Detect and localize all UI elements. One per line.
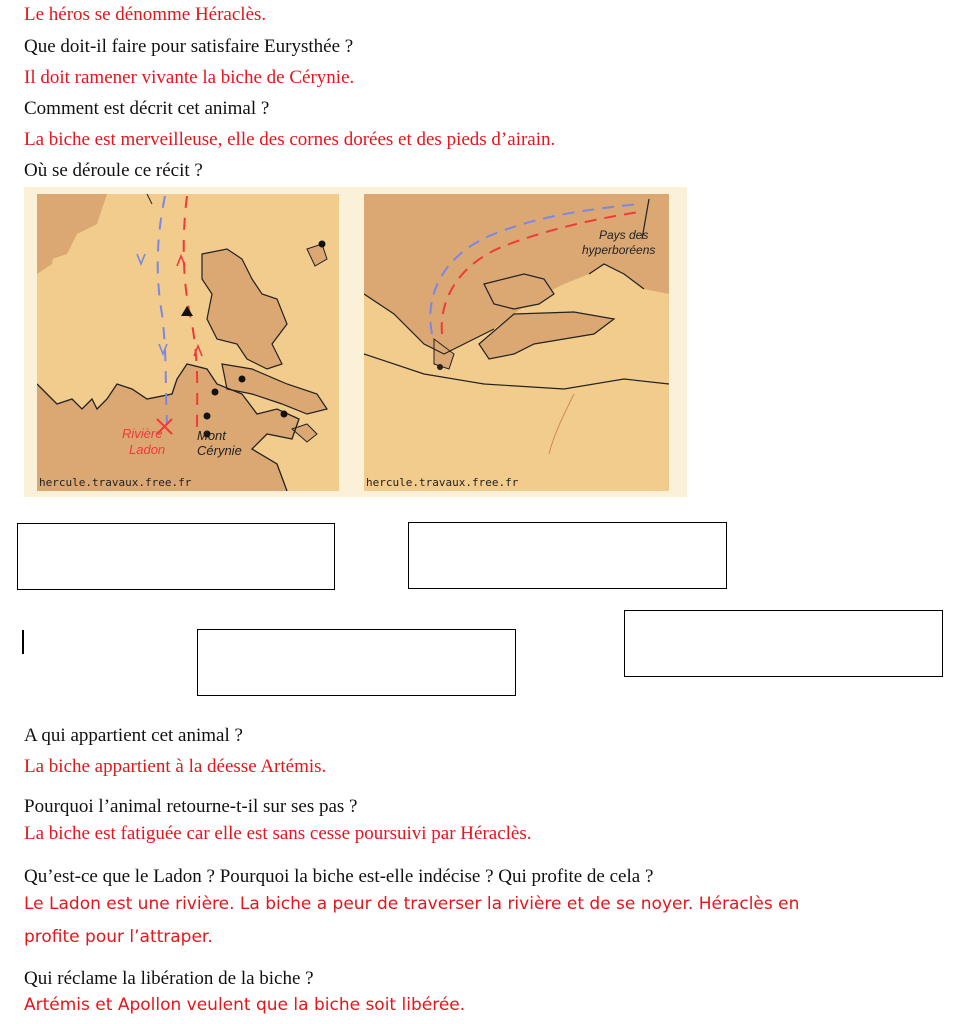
answer-box[interactable] [408,522,727,589]
europe-route-map [364,194,669,491]
answer-box[interactable] [624,610,943,677]
question-text: Où se déroule ce récit ? [24,160,203,181]
answer-text: Artémis et Apollon veulent que la biche soit libérée. [24,995,466,1015]
river-label: Rivière [122,426,163,441]
answer-box[interactable] [17,523,335,590]
maps-figure [24,187,687,497]
mount-label: Cérynie [197,443,242,458]
question-text: Qui réclame la libération de la biche ? [24,968,314,989]
river-label: Ladon [129,442,166,457]
map-credit: hercule.travaux.free.fr [39,476,192,489]
text-cursor [22,630,24,654]
question-text: Que doit-il faire pour satisfaire Eurysthée ? [24,36,354,57]
answer-box[interactable] [197,629,516,696]
question-text: Pourquoi l’animal retourne-t-il sur ses pas ? [24,796,358,817]
region-label: Pays des [599,228,649,242]
answer-text: La biche appartient à la déesse Artémis. [24,756,327,777]
region-label: hyperboréens [582,243,656,257]
answer-text: Il doit ramener vivante la biche de Cérynie. [24,67,355,88]
question-text: A qui appartient cet animal ? [24,725,243,746]
answer-text: Le héros se dénomme Héraclès. [24,4,267,25]
answer-text: Le Ladon est une rivière. La biche a peur de traverser la rivière et de se noyer. Héraclès en [24,894,800,914]
mount-label: Mont [197,428,226,443]
answer-text: La biche est fatiguée car elle est sans cesse poursuivi par Héraclès. [24,823,532,844]
answer-text: La biche est merveilleuse, elle des cornes dorées et des pieds d’airain. [24,129,556,150]
greece-route-map [37,194,339,491]
question-text: Comment est décrit cet animal ? [24,98,270,119]
answer-text: profite pour l’attraper. [24,927,213,947]
map-credit: hercule.travaux.free.fr [366,476,519,489]
question-text: Qu’est-ce que le Ladon ? Pourquoi la biche est-elle indécise ? Qui profite de cela ? [24,866,654,887]
